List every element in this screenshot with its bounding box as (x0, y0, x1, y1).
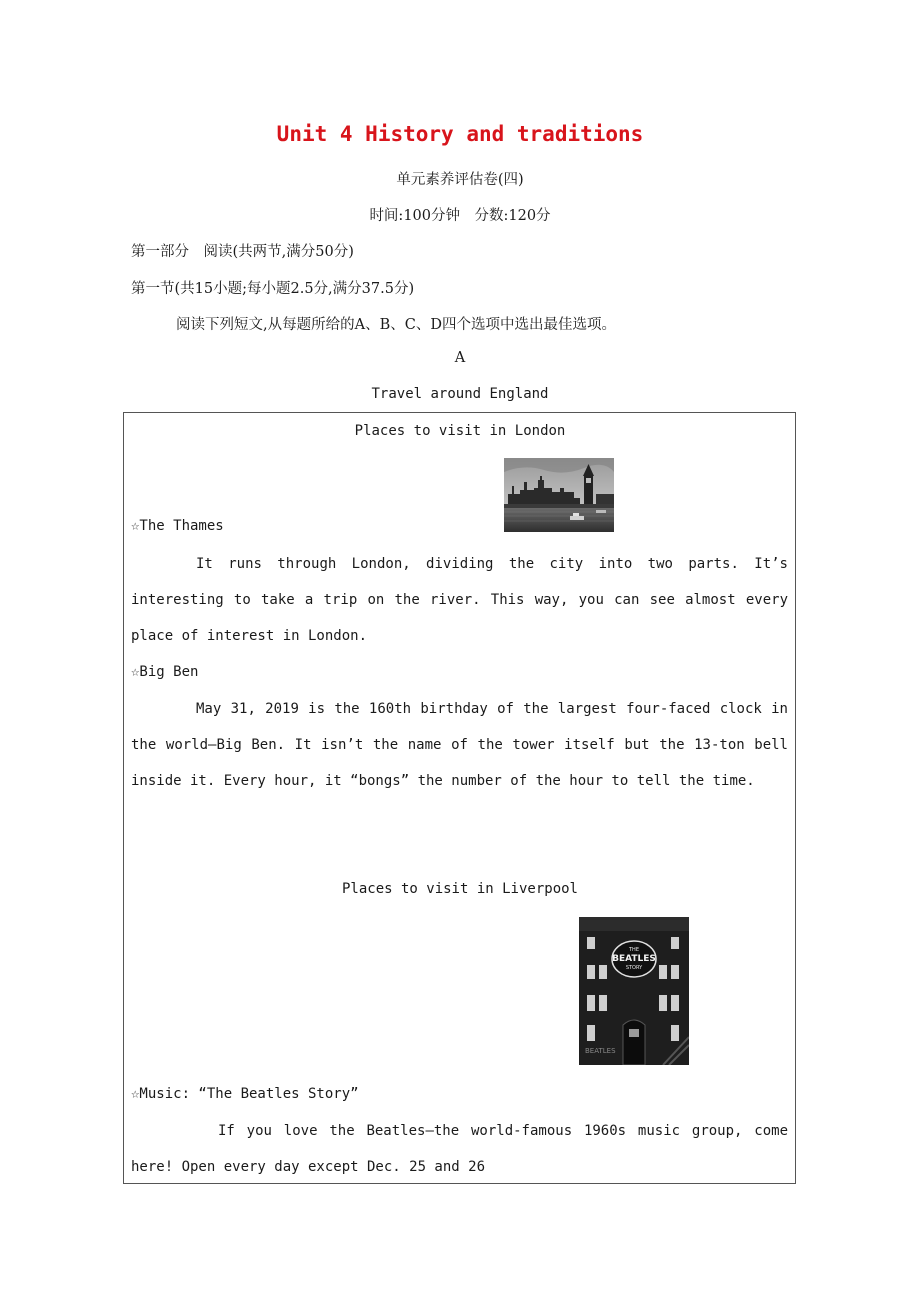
thames-title: ☆The Thames (131, 518, 224, 534)
passage-title: Travel around England (371, 386, 549, 402)
test-paper-subtitle: 单元素养评估卷(四) (396, 172, 524, 188)
music-title: ☆Music: “The Beatles Story” (131, 1086, 359, 1102)
sign-text-beatles: BEATLES (612, 954, 656, 964)
liverpool-heading: Places to visit in Liverpool (341, 881, 578, 897)
sign-text-story: STORY (625, 965, 643, 971)
section-one-heading: 第一节(共15小题;每小题2.5分,满分37.5分) (131, 281, 415, 297)
sign-text-the: THE (629, 947, 639, 953)
thames-paragraph: It runs through London, dividing the city into two parts. It’s interesting to take a trip on the river. This way, you can see almost every place of interest in London. (131, 556, 788, 644)
part-one-heading: 第一部分 阅读(共两节,满分50分) (131, 244, 354, 260)
time-and-score: 时间:100分钟 分数:120分 (369, 208, 551, 224)
london-parliament-image (504, 458, 614, 532)
wall-text-beatles: BEATLES (585, 1047, 616, 1055)
instruction-text: 阅读下列短文,从每题所给的A、B、C、D四个选项中选出最佳选项。 (176, 317, 616, 333)
page-title: Unit 4 History and traditions (276, 122, 644, 146)
bigben-title: ☆Big Ben (131, 664, 199, 680)
music-paragraph: If you love the Beatles—the world-famous 1960s music group, come here! Open every day except Dec. 25 and 26 (131, 1123, 788, 1175)
bigben-paragraph: May 31, 2019 is the 160th birthday of the largest four-faced clock in the world—Big Ben. It isn’t the name of the tower itself but the 13-ton bell inside it. Every hour, it “bongs” the number of the hour to tell the time. (131, 701, 788, 789)
london-heading: Places to visit in London (354, 423, 566, 439)
beatles-story-image (579, 917, 689, 1065)
passage-label: A (454, 350, 466, 366)
